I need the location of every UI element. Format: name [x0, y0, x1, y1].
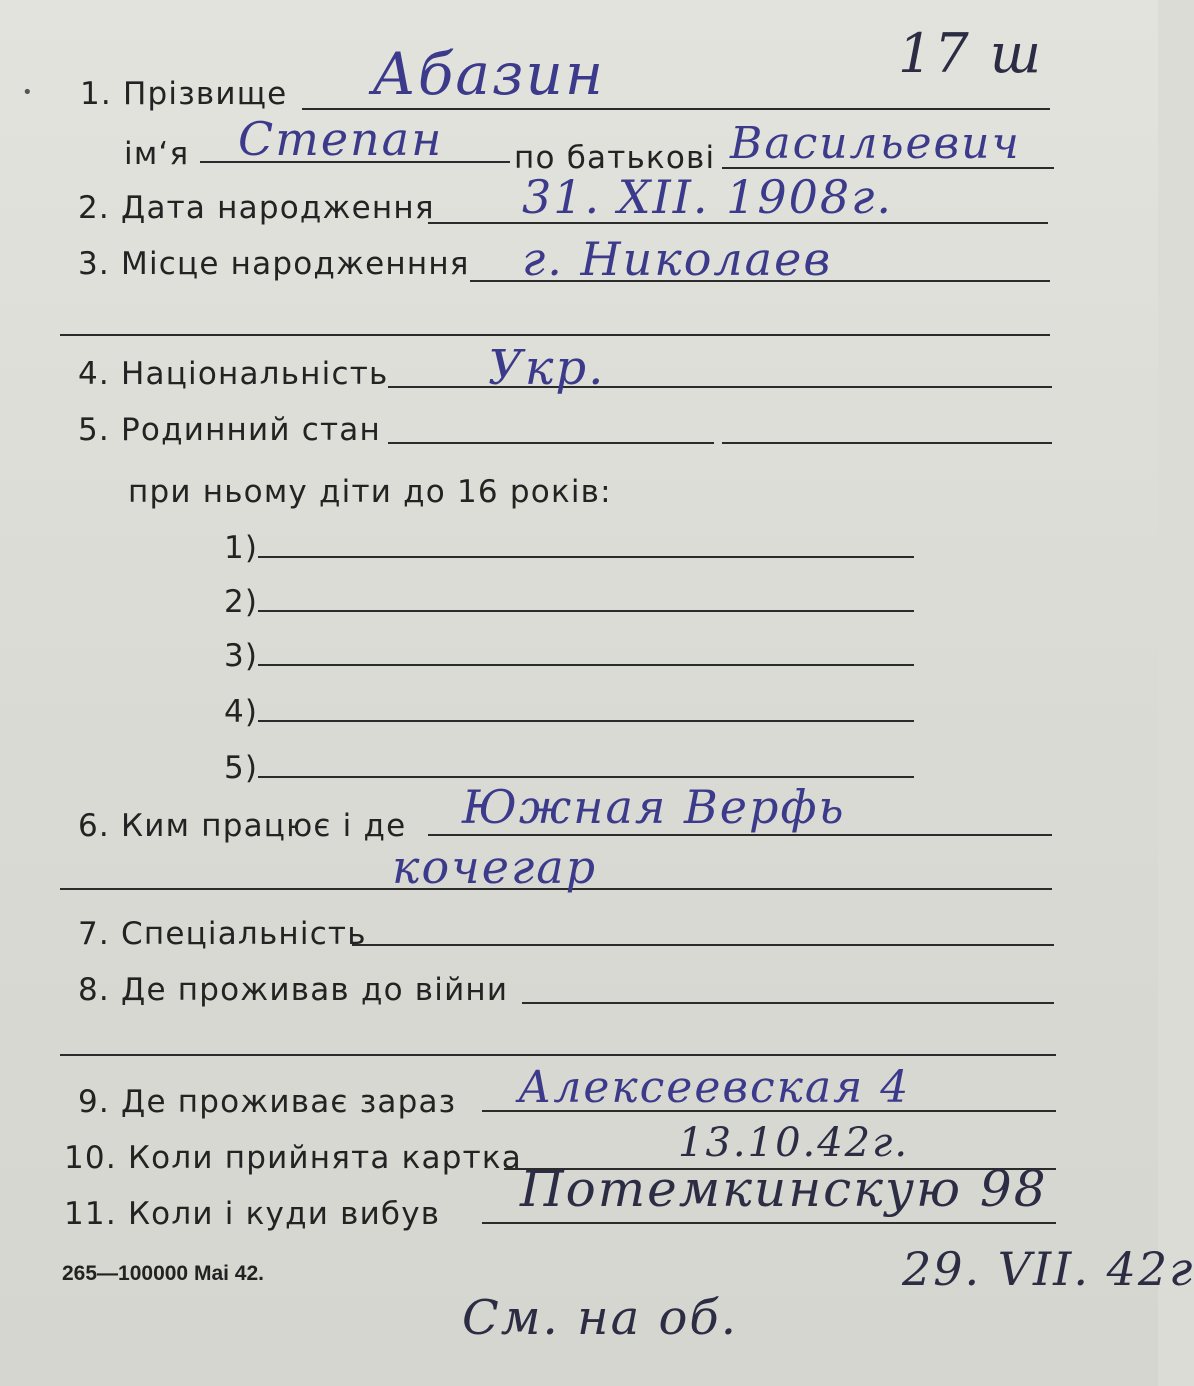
child-1-line — [258, 556, 914, 558]
prewar-address-line-2 — [60, 1054, 1056, 1056]
speciality-line — [352, 944, 1054, 946]
birthdate-label: 2. Дата народження — [78, 190, 435, 226]
surname-line — [302, 108, 1050, 110]
birthplace-label: 3. Місце народженння — [78, 246, 470, 282]
current-address-label: 9. Де проживає зараз — [78, 1084, 457, 1120]
birthdate-value: 31. XII. 1908г. — [522, 170, 894, 224]
child-1-number: 1) — [224, 530, 259, 566]
margin-mark: • — [22, 82, 33, 103]
surname-label: 1. Прізвище — [80, 76, 288, 112]
work-line — [428, 834, 1052, 836]
nationality-label: 4. Національність — [78, 356, 389, 392]
card-date-label: 10. Коли прийнята картка — [64, 1140, 522, 1176]
prewar-address-label: 8. Де проживав до війни — [78, 972, 509, 1008]
patronymic-value: Васильевич — [730, 118, 1021, 169]
name-label: ім‘я — [124, 136, 190, 172]
child-2-number: 2) — [224, 584, 259, 620]
child-5-number: 5) — [224, 750, 259, 786]
departure-date-value: 29. VII. 42г — [902, 1242, 1194, 1296]
marital-status-line-2 — [722, 442, 1052, 444]
surname-value: Абазин — [372, 40, 606, 108]
departure-place-value: Потемкинскую 98 — [520, 1160, 1048, 1218]
speciality-label: 7. Спеціальність — [78, 916, 367, 952]
work-position-value: кочегар — [392, 840, 598, 894]
see-reverse-note: См. на об. — [462, 1290, 738, 1346]
departure-label: 11. Коли і куди вибув — [64, 1196, 441, 1232]
name-value: Степан — [238, 112, 444, 166]
birthplace-line-2 — [60, 334, 1050, 336]
child-4-number: 4) — [224, 694, 259, 730]
child-5-line — [258, 776, 914, 778]
child-3-line — [258, 664, 914, 666]
nationality-value: Укр. — [488, 340, 606, 396]
child-2-line — [258, 610, 914, 612]
departure-line — [482, 1222, 1056, 1224]
marital-status-line-1 — [388, 442, 714, 444]
corner-number: 17 ш — [898, 22, 1044, 85]
work-label: 6. Ким працює і де — [78, 808, 407, 844]
prewar-address-line — [522, 1002, 1054, 1004]
children-label: при ньому діти до 16 років: — [128, 474, 612, 510]
child-4-line — [258, 720, 914, 722]
child-3-number: 3) — [224, 638, 259, 674]
patronymic-label: по батькові — [514, 140, 716, 176]
work-place-value: Южная Верфь — [462, 780, 846, 834]
marital-status-label: 5. Родинний стан — [78, 412, 381, 448]
birthplace-value: г. Николаев — [522, 232, 833, 286]
current-address-value: Алексеевская 4 — [518, 1062, 911, 1113]
print-info: 265—100000 Mai 42. — [62, 1262, 264, 1285]
card-date-value: 13.10.42г. — [678, 1120, 910, 1166]
